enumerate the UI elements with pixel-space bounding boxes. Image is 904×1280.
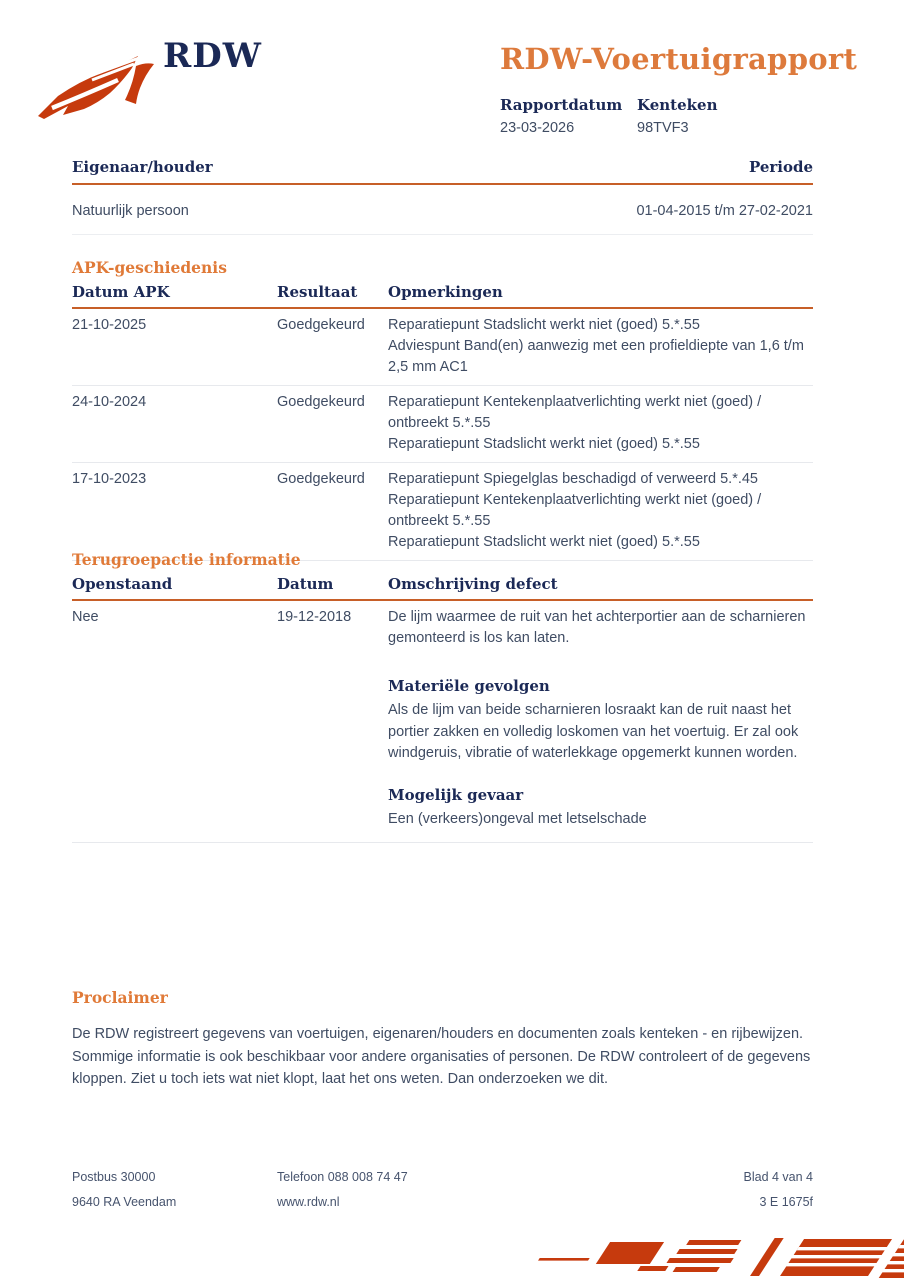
remark-line: Adviespunt Band(en) aanwezig met een profieldiepte van 1,6 t/m 2,5 mm AC1 <box>388 338 804 375</box>
apk-col-opmerkingen: Opmerkingen <box>388 283 503 301</box>
remark-line: Reparatiepunt Kentekenplaatverlichting werkt niet (goed) / ontbreekt 5.*.55 <box>388 394 762 431</box>
remark-line: Reparatiepunt Stadslicht werkt niet (goed) 5.*.55 <box>388 436 700 452</box>
owner-row <box>72 185 813 235</box>
rdw-wordmark: RDW <box>163 36 262 76</box>
owner-period: 01-04-2015 t/m 27-02-2021 <box>636 203 813 219</box>
rdw-feather-logo-icon <box>36 52 164 142</box>
recall-datum: 19-12-2018 <box>277 609 352 625</box>
recall-col-datum: Datum <box>277 575 334 593</box>
license-plate-block <box>637 96 774 136</box>
recall-section <box>72 550 813 843</box>
report-date-value: 23-03-2026 <box>500 120 575 136</box>
apk-datum: 17-10-2023 <box>72 471 147 487</box>
remark-line: Reparatiepunt Stadslicht werkt niet (goed) 5.*.55 <box>388 317 700 333</box>
recall-omschrijving: De lijm waarmee de ruit van het achterportier aan de scharnieren gemonteerd is los kan laten. <box>388 609 806 646</box>
footer-doc-code: 3 E 1675f <box>759 1195 813 1209</box>
material-consequences-heading: Materiële gevolgen <box>388 677 550 695</box>
proclaimer-text: De RDW registreert gegevens van voertuigen, eigenaren/houders en documenten zoals kenteken - en rijbewijzen. Sommige informatie is ook beschikbaar voor andere organisaties of personen. De RDW controleert of de gegevens kloppen. Ziet u toch iets wat niet klopt, laat het ons weten. Dan onderzoeken we dit. <box>72 1026 811 1087</box>
recall-heading: Terugroepactie informatie <box>72 550 301 569</box>
apk-opmerkingen <box>388 392 813 455</box>
apk-resultaat: Goedgekeurd <box>277 471 365 487</box>
license-plate-value: 98TVF3 <box>637 120 689 136</box>
apk-table-header <box>72 283 813 309</box>
possible-danger-heading: Mogelijk gevaar <box>388 785 524 804</box>
owner-section <box>72 158 813 235</box>
recall-body <box>72 601 813 843</box>
proclaimer-section <box>72 988 813 1091</box>
footer-address-line1: Postbus 30000 <box>72 1170 156 1184</box>
apk-opmerkingen <box>388 469 813 553</box>
recall-col-openstaand: Openstaand <box>72 575 173 593</box>
page-footer <box>72 1170 813 1209</box>
table-row <box>72 463 813 561</box>
remark-line: Reparatiepunt Stadslicht werkt niet (goed) 5.*.55 <box>388 534 700 550</box>
owner-section-header <box>72 158 813 185</box>
recall-table-header <box>72 575 813 601</box>
material-consequences-block <box>388 677 813 765</box>
table-row <box>72 601 813 656</box>
owner-heading: Eigenaar/houder <box>72 158 213 176</box>
apk-resultaat: Goedgekeurd <box>277 317 365 333</box>
rdw-stripe-art-icon <box>514 1236 904 1280</box>
page-title: RDW-Voertuigrapport <box>500 42 858 76</box>
possible-danger-block <box>388 786 813 843</box>
remark-line: Reparatiepunt Spiegelglas beschadigd of verweerd 5.*.45 <box>388 471 758 487</box>
recall-col-omschrijving: Omschrijving defect <box>388 575 558 593</box>
apk-datum: 21-10-2025 <box>72 317 147 333</box>
report-date-label: Rapportdatum <box>500 96 623 114</box>
apk-datum: 24-10-2024 <box>72 394 147 410</box>
remark-line: Reparatiepunt Kentekenplaatverlichting werkt niet (goed) / ontbreekt 5.*.55 <box>388 492 762 529</box>
apk-heading: APK-geschiedenis <box>72 258 227 277</box>
license-plate-label: Kenteken <box>637 96 718 114</box>
apk-col-resultaat: Resultaat <box>277 283 358 301</box>
report-date-block <box>500 96 637 136</box>
table-row <box>72 386 813 463</box>
table-row <box>72 309 813 386</box>
possible-danger-text: Een (verkeers)ongeval met letselschade <box>388 810 647 827</box>
apk-opmerkingen <box>388 315 813 378</box>
proclaimer-heading: Proclaimer <box>72 988 168 1007</box>
apk-resultaat: Goedgekeurd <box>277 394 365 410</box>
apk-history-section <box>72 258 813 561</box>
footer-phone: Telefoon 088 008 74 47 <box>277 1170 408 1184</box>
footer-address-line2: 9640 RA Veendam <box>72 1195 177 1209</box>
recall-openstaand: Nee <box>72 609 99 625</box>
period-heading: Periode <box>748 158 813 176</box>
report-meta <box>500 96 774 136</box>
owner-name: Natuurlijk persoon <box>72 203 189 219</box>
footer-page-number: Blad 4 van 4 <box>743 1170 813 1184</box>
apk-col-datum: Datum APK <box>72 283 170 301</box>
material-consequences-text: Als de lijm van beide scharnieren losraakt kan de ruit naast het portier zakken en volledig loskomen van het voertuig. Er zal ook windgeruis, vibratie of waterlekkage opgemerkt kunnen worden. <box>388 702 799 761</box>
footer-website: www.rdw.nl <box>277 1195 340 1209</box>
